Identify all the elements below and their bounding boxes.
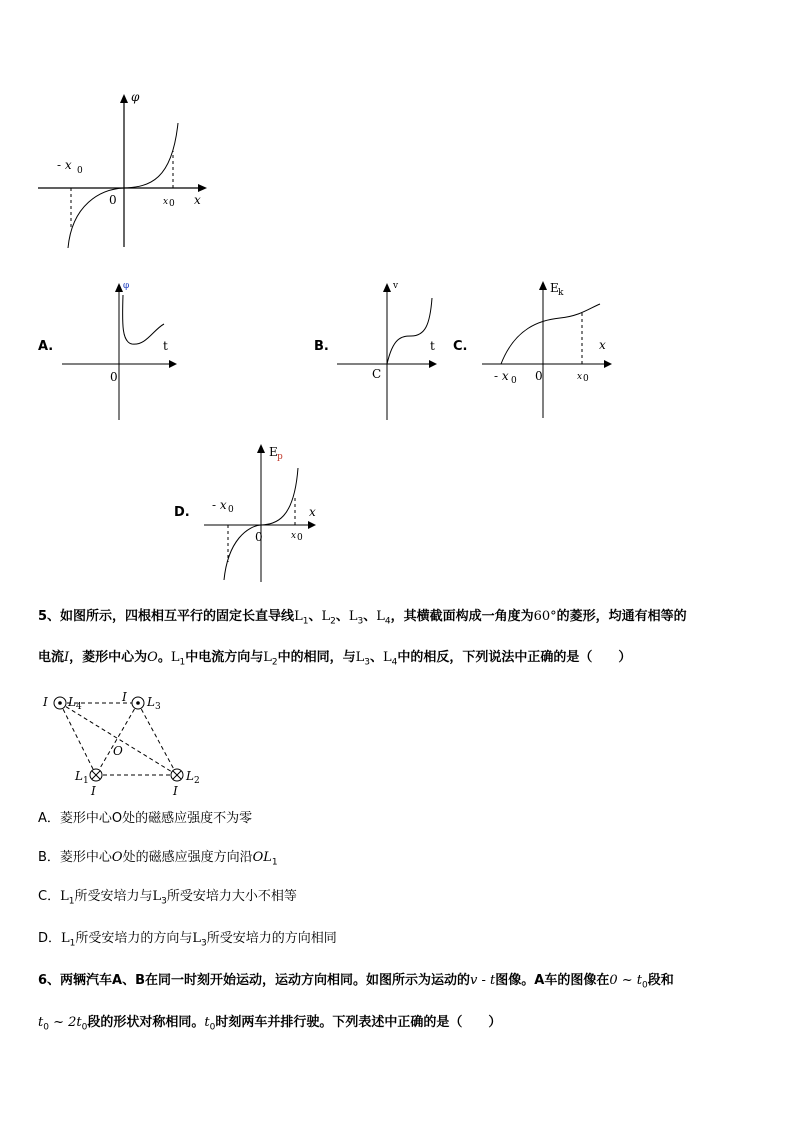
neg-x0-label: - x [212,498,227,512]
pos-x0-label: x [577,372,583,382]
label-center-o: O [113,744,123,758]
label-i-l2: I [173,784,178,798]
option-d-letter[interactable]: D. [174,505,190,520]
neg-x0-sub: 0 [77,166,83,176]
option-c-graph [480,278,630,423]
q5-option-a[interactable]: A．菱形中心O处的磁感应强度不为零 [38,811,253,826]
label-i-l3: I [122,690,127,704]
y-label: E [550,281,559,295]
y-label: φ [131,90,140,104]
option-a-curve [123,295,164,344]
pos-x0-sub: 0 [583,374,589,384]
y-sub: p [277,452,283,462]
x-axis-arrow-icon [429,360,437,368]
y-axis-arrow-icon [257,444,265,453]
phi-curve [68,123,178,248]
label-l2-sub: 2 [194,776,200,786]
dash-diag-l4-l2 [60,703,177,775]
y-label: φ [123,281,130,291]
dash-l3-l2 [138,703,177,775]
y-axis-arrow-icon [115,283,123,292]
origin-label: 0 [110,370,118,384]
option-d-graph [200,440,335,588]
label-l1-sub: 1 [83,776,89,786]
y-axis-arrow-icon [539,281,547,290]
x-label: x [599,338,606,352]
label-i-l4: I [43,695,48,709]
x-label: x [194,193,201,207]
label-l4-sub: 4 [76,702,82,712]
pos-x0-label: x [291,531,297,541]
neg-x0-sub: 0 [228,505,234,515]
q5-number: 5、 [38,609,61,624]
option-b-graph [335,280,450,425]
label-l2: L [186,769,194,783]
origin-label: C [372,367,382,381]
option-b-letter[interactable]: B. [314,339,329,354]
y-sub: k [558,288,564,298]
x-label: t [163,339,168,353]
dash-diag-l3-l1 [96,703,138,775]
phi-x-graph [30,85,230,260]
q6-number: 6、 [38,973,61,988]
x-axis-arrow-icon [169,360,177,368]
y-axis-arrow-icon [120,94,128,103]
origin-label: 0 [535,369,543,383]
x-axis-arrow-icon [604,360,612,368]
label-l3: L [147,695,155,709]
x-label: t [430,339,435,353]
q5-line-2: 电流I，菱形中心为O。$L_1$中电流方向与$L_2$中的相同，与$L_3$、$L_4$中的相反，下列说法中正确的是（ ） [38,650,632,668]
origin-label: 0 [109,193,117,207]
neg-x0-label: - x [57,158,72,172]
q5-option-c[interactable]: C．$L_1$所受安培力与$L_3$所受安培力大小不相等 [38,889,297,907]
x-axis-arrow-icon [308,521,316,529]
q6-line-2: $t_0$ ~ $2t_0$段的形状对称相同。$t_0$时刻两车并排行驶。下列表述中正确的是（ ） [38,1015,502,1033]
q6-line-1: 6、两辆汽车A、B在同一时刻开始运动，运动方向相同。如图所示为运动的v - t图像。A车的图像在0 ~ $t_0$段和 [38,973,674,991]
label-l4: L [68,695,76,709]
pos-x0-label: x [163,197,169,207]
pos-x0-sub: 0 [297,533,303,543]
y-label: v [393,281,399,291]
dash-l4-l1 [60,703,96,775]
x-label: x [309,505,316,519]
option-a-graph [60,280,185,425]
option-b-curve [387,298,432,364]
label-l3-sub: 3 [155,702,161,712]
origin-label: 0 [255,530,263,544]
rhombus-wire-diagram [40,685,220,800]
neg-x0-label: - x [494,369,509,383]
q5-option-d[interactable]: D．$L_1$所受安培力的方向与$L_3$所受安培力的方向相同 [38,931,337,949]
label-i-l1: I [91,784,96,798]
wire-l4-dot-icon [58,701,62,705]
neg-x0-sub: 0 [511,376,517,386]
option-a-letter[interactable]: A. [38,339,54,354]
x-axis-arrow-icon [198,184,207,192]
option-c-letter[interactable]: C. [453,339,468,354]
pos-x0-sub: 0 [169,199,175,209]
y-label: E [269,445,278,459]
q5-option-b[interactable]: B．菱形中心O处的磁感应强度方向沿$OL_1$ [38,850,278,868]
label-l1: L [75,769,83,783]
wire-l3-dot-icon [136,701,140,705]
option-c-curve [501,304,600,364]
y-axis-arrow-icon [383,283,391,292]
q5-line-1: 5、如图所示，四根相互平行的固定长直导线$L_1$、$L_2$、$L_3$、$L_4$，其横截面构成一角度为60°的菱形，均通有相等的 [38,609,687,627]
